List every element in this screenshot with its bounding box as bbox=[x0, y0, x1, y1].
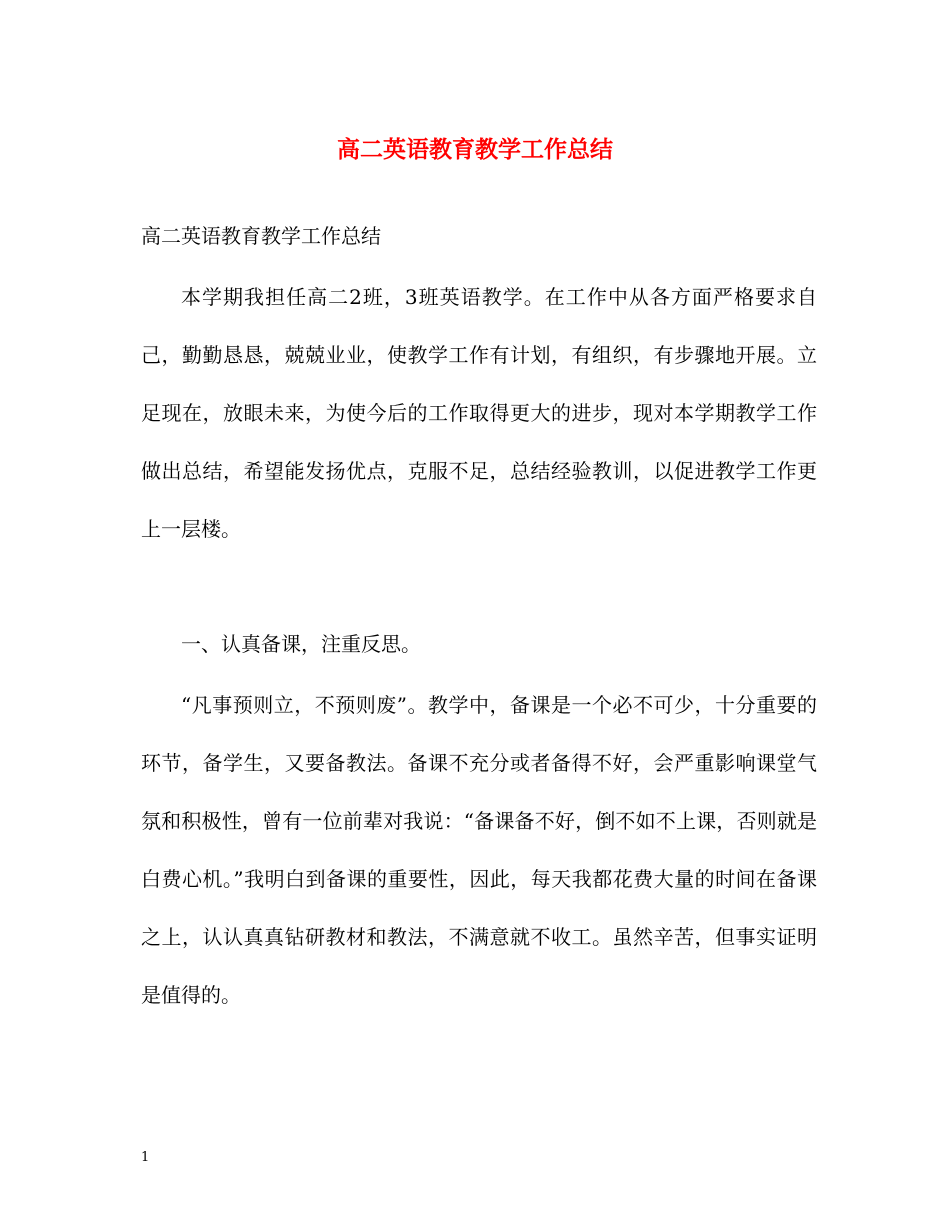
document-subtitle: 高二英语教育教学工作总结 bbox=[141, 224, 381, 248]
section-heading-1: 一、认真备课，注重反思。 bbox=[181, 632, 421, 656]
page-number: 1 bbox=[141, 1150, 150, 1165]
section-paragraph-1: “凡事预则立，不预则废”。教学中，备课是一个必不可少，十分重要的环节，备学生，又要备教法。备课不充分或者备得不好，会严重影响课堂气氛和积极性，曾有一位前辈对我说：“备课备不好，倒不如不上课，否则就是白费心机。”我明白到备课的重要性，因此，每天我都花费大量的时间在备课之上，认认真真钻研教材和教法，不满意就不收工。虽然辛苦，但事实证明是值得的。 bbox=[141, 693, 817, 1007]
document-title: 高二英语教育教学工作总结 bbox=[337, 136, 613, 163]
intro-paragraph: 本学期我担任高二2班，3班英语教学。在工作中从各方面严格要求自己，勤勤恳恳，兢兢业业，使教学工作有计划，有组织，有步骤地开展。立足现在，放眼未来，为使今后的工作取得更大的进步，现对本学期教学工作做出总结，希望能发扬优点，克服不足，总结经验教训，以促进教学工作更上一层楼。 bbox=[141, 285, 817, 541]
